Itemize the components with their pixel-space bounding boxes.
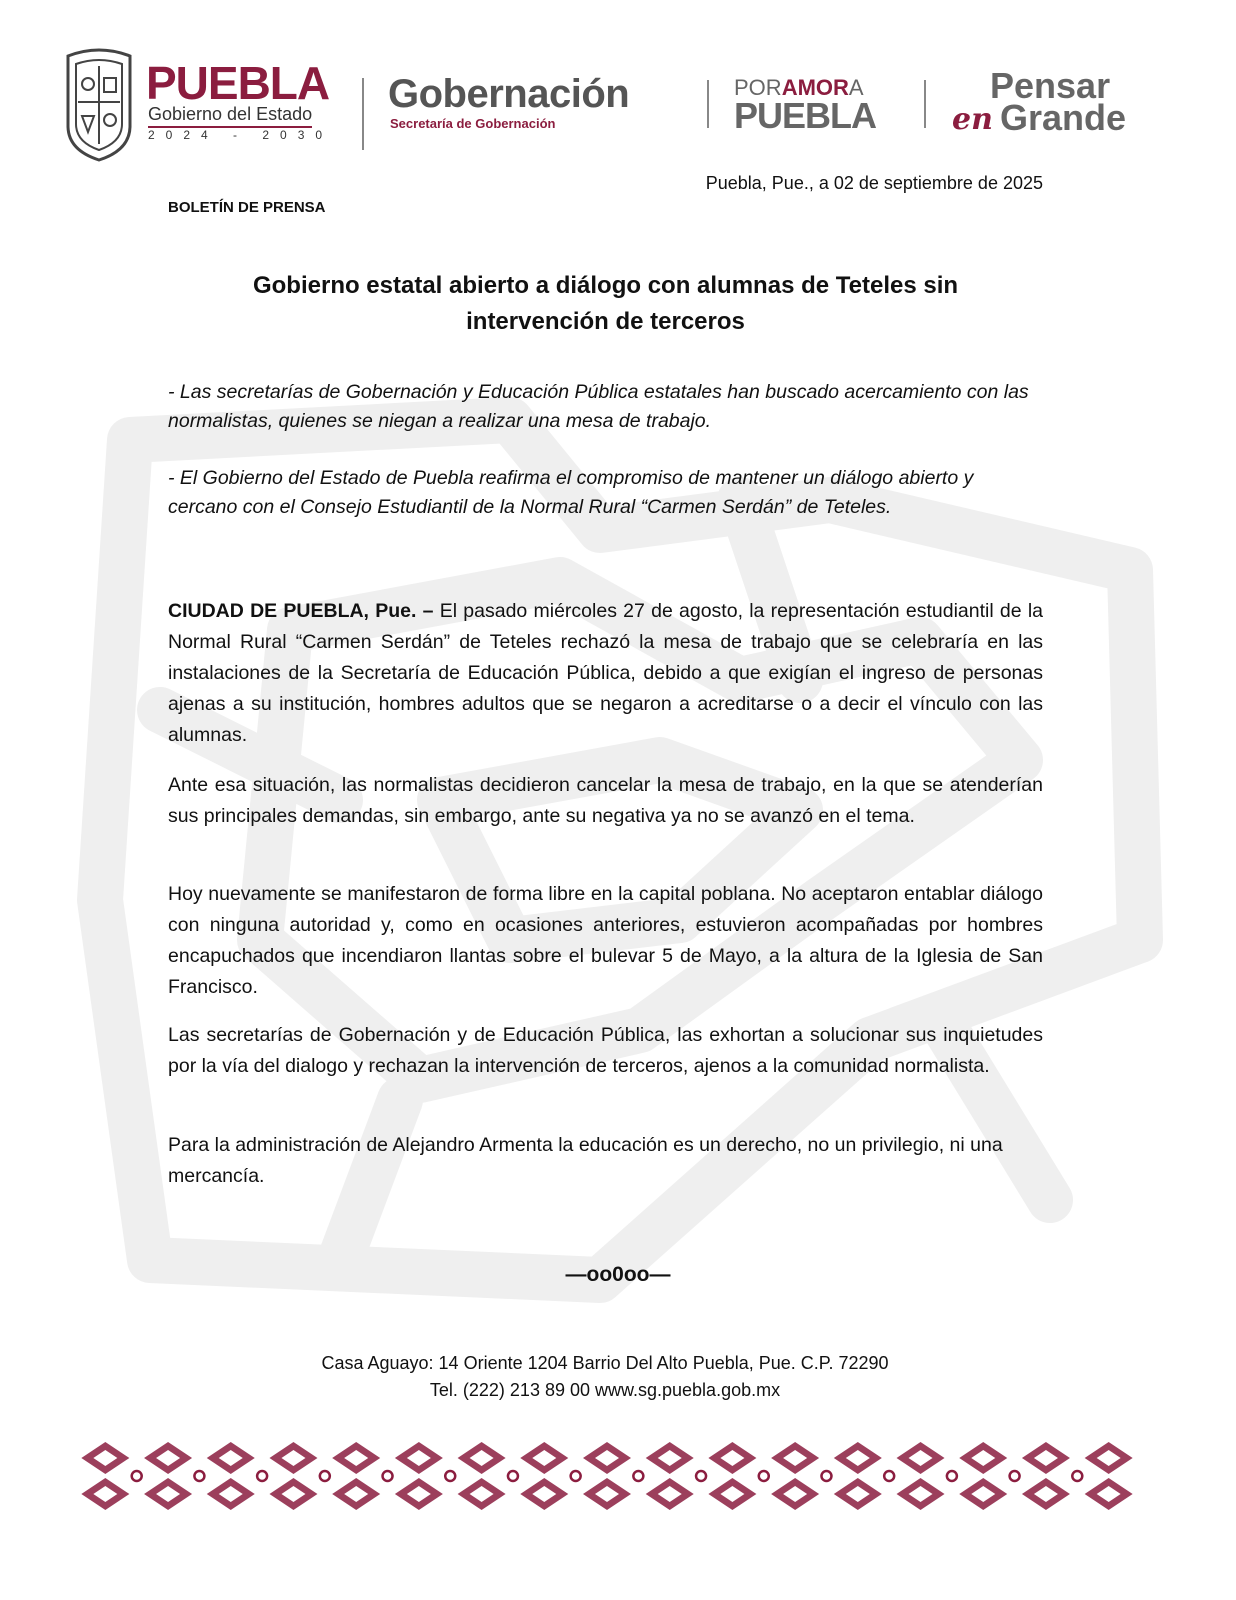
summary-bullet-2: - El Gobierno del Estado de Puebla reafirma el compromiso de mantener un diálogo abierto y cercano con el Consejo Estudiantil de la Normal Rural “Carmen Serdán” de Teteles.	[168, 467, 974, 518]
amor-logo-puebla: PUEBLA	[734, 95, 877, 136]
pattern-tile	[458, 1442, 506, 1474]
logo-divider	[707, 80, 709, 128]
pattern-tile	[520, 1478, 568, 1510]
amor-logo-amor: AMOR	[781, 75, 849, 100]
pattern-tile	[583, 1442, 631, 1474]
pattern-tile	[395, 1442, 443, 1474]
pattern-ring	[884, 1471, 894, 1481]
puebla-logo-title: PUEBLA	[146, 57, 330, 109]
date-line: Puebla, Pue., a 02 de septiembre de 2025	[705, 173, 1043, 193]
pattern-tile	[269, 1478, 317, 1510]
pattern-tile	[834, 1478, 882, 1510]
pattern-tile	[81, 1442, 129, 1474]
summary-bullet-1: - Las secretarías de Gobernación y Educación Pública estatales han buscado acercamiento con las normalistas, quienes se niegan a realizar una mesa de trabajo.	[168, 381, 1029, 432]
pattern-ring	[508, 1471, 518, 1481]
pattern-tile	[708, 1478, 756, 1510]
pensar-logo-grande: Grande	[1000, 97, 1127, 138]
closing-mark: —oo0oo—	[565, 1263, 671, 1286]
dateline-lead: CIUDAD DE PUEBLA, Pue. –	[168, 600, 434, 622]
pattern-ring	[947, 1471, 957, 1481]
pattern-tile	[1085, 1478, 1133, 1510]
pattern-tile	[520, 1442, 568, 1474]
pattern-ring	[821, 1471, 831, 1481]
pattern-ring	[1072, 1471, 1082, 1481]
pattern-tile	[897, 1478, 945, 1510]
pattern-ring	[194, 1471, 204, 1481]
pattern-tile	[1085, 1442, 1133, 1474]
pattern-ring	[445, 1471, 455, 1481]
puebla-logo-subtitle: Gobierno del Estado	[148, 104, 312, 128]
amor-logo-por: POR	[734, 75, 782, 100]
footer-contact: Tel. (222) 213 89 00 www.sg.puebla.gob.mx	[429, 1380, 781, 1400]
pattern-tile	[771, 1442, 819, 1474]
pattern-tile	[332, 1442, 380, 1474]
pattern-tile	[1022, 1478, 1070, 1510]
gobernacion-logo-title: Gobernación	[388, 72, 630, 116]
pattern-ring	[132, 1471, 142, 1481]
pattern-tile	[207, 1478, 255, 1510]
pattern-ring	[571, 1471, 581, 1481]
pattern-tile	[646, 1478, 694, 1510]
pattern-tile	[771, 1478, 819, 1510]
pattern-tile	[395, 1478, 443, 1510]
pattern-tile	[269, 1442, 317, 1474]
pattern-tile	[646, 1442, 694, 1474]
logo-divider	[362, 78, 364, 150]
headline	[168, 268, 1043, 340]
pattern-tile	[1022, 1442, 1070, 1474]
pattern-ring	[759, 1471, 769, 1481]
pattern-tile	[207, 1442, 255, 1474]
puebla-coat-of-arms-icon	[64, 46, 134, 162]
footer-address: Casa Aguayo: 14 Oriente 1204 Barrio Del Alto Puebla, Pue. C.P. 72290	[321, 1353, 889, 1373]
pattern-tile	[583, 1478, 631, 1510]
pattern-ring	[633, 1471, 643, 1481]
pattern-tile	[959, 1478, 1007, 1510]
pattern-tile	[458, 1478, 506, 1510]
paragraph-2: Ante esa situación, las normalistas decidieron cancelar la mesa de trabajo, en la que se atenderían sus principales demandas, sin embargo, ante su negativa ya no se avanzó en el tema.	[168, 774, 1043, 827]
paragraph-4: Las secretarías de Gobernación y de Educación Pública, las exhortan a solucionar sus inquietudes por la vía del dialogo y rechazan la intervención de terceros, ajenos a la comunidad normalista.	[168, 1024, 1043, 1077]
pattern-ring	[1010, 1471, 1020, 1481]
pattern-tile	[81, 1478, 129, 1510]
pattern-ring	[383, 1471, 393, 1481]
bulletin-label: BOLETÍN DE PRENSA	[168, 199, 326, 216]
pattern-tile	[332, 1478, 380, 1510]
amor-logo-a: A	[848, 75, 864, 100]
pattern-tile	[897, 1442, 945, 1474]
pattern-ring	[320, 1471, 330, 1481]
paragraph-5: Para la administración de Alejandro Armenta la educación es un derecho, no un privilegio, ni una mercancía.	[168, 1134, 1003, 1187]
pensar-logo-en: en	[952, 102, 993, 137]
pattern-ring	[257, 1471, 267, 1481]
pattern-ring	[696, 1471, 706, 1481]
headline-line-2: intervención de terceros	[466, 308, 745, 335]
puebla-logo-years: 2024 - 2030	[148, 128, 334, 142]
paragraph-1-text: El pasado miércoles 27 de agosto, la representación estudiantil de la Normal Rural “Carmen Serdán” de Teteles rechazó la mesa de trabajo que se celebraría en las instalaciones de la Secretaría de Educación Pública, debido a que exigían el ingreso de personas ajenas a su institución, hombres adultos que se negaron a acreditarse o a decir el vínculo con las alumnas.	[168, 600, 1044, 746]
pattern-tile	[144, 1442, 192, 1474]
pattern-tile	[144, 1478, 192, 1510]
paragraph-1	[168, 596, 1043, 751]
pattern-tile	[834, 1442, 882, 1474]
talavera-pattern-border-icon	[74, 1440, 1140, 1512]
pattern-tile	[959, 1442, 1007, 1474]
headline-line-1: Gobierno estatal abierto a diálogo con alumnas de Teteles sin	[252, 272, 959, 299]
pattern-tile	[708, 1442, 756, 1474]
pensar-logo-pensar: Pensar	[990, 65, 1111, 106]
logo-divider	[924, 80, 926, 128]
paragraph-3: Hoy nuevamente se manifestaron de forma libre en la capital poblana. No aceptaron entablar diálogo con ninguna autoridad y, como en ocasiones anteriores, estuvieron acompañadas por hombres encapuchados que incendiaron llantas sobre el bulevar 5 de Mayo, a la altura de la Iglesia de San Francisco.	[168, 883, 1043, 998]
gobernacion-logo-subtitle: Secretaría de Gobernación	[390, 116, 556, 131]
